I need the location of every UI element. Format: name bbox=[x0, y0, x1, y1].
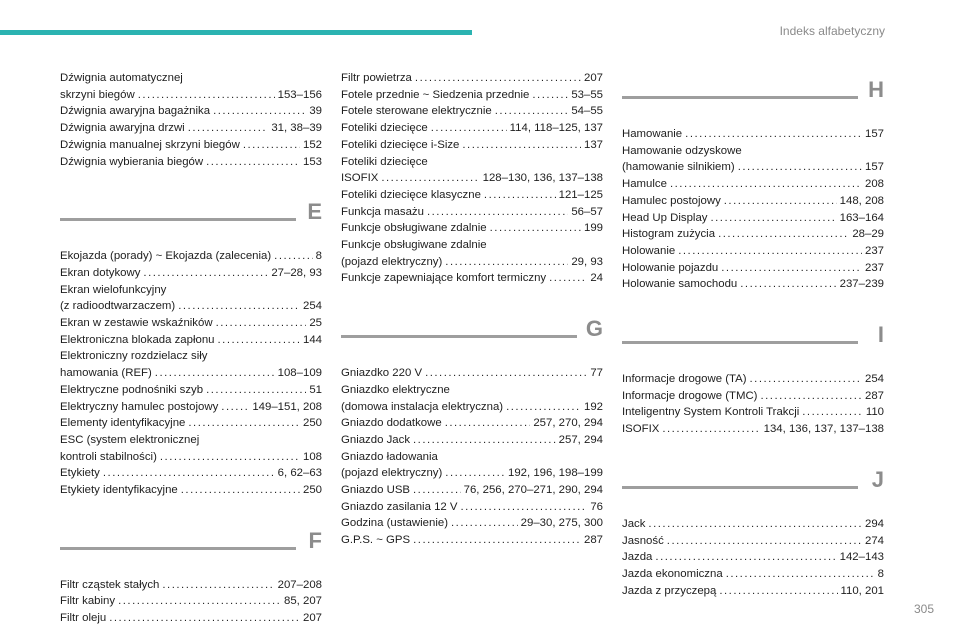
index-entry-term: (pojazd elektryczny) bbox=[341, 467, 443, 480]
index-entry-pages[interactable]: 110 bbox=[865, 406, 884, 419]
index-entry-pages[interactable]: 153 bbox=[302, 155, 322, 168]
index-entry-pages[interactable]: 199 bbox=[583, 222, 603, 235]
section-divider bbox=[622, 341, 858, 344]
index-entry-pages[interactable]: 207 bbox=[583, 72, 603, 84]
section-letter: F bbox=[308, 527, 322, 553]
index-entry-pages[interactable]: 274 bbox=[864, 534, 884, 547]
index-column-1 bbox=[60, 70, 322, 627]
index-entry bbox=[341, 382, 603, 415]
dot-leader bbox=[445, 254, 568, 271]
index-entry-term: Gniazdo zasilania 12 V bbox=[341, 500, 458, 513]
index-entry-pages[interactable]: 257, 294 bbox=[558, 433, 603, 446]
index-entry-term: Filtr powietrza bbox=[341, 72, 412, 84]
index-entry-term: Filtr cząstek stałych bbox=[60, 578, 160, 591]
index-entry-pages[interactable]: 29, 93 bbox=[571, 255, 603, 268]
index-entry-pages[interactable]: 157 bbox=[864, 128, 884, 140]
index-entry-term: Filtr oleju bbox=[60, 612, 107, 625]
section-letter: H bbox=[868, 77, 884, 102]
index-entry-pages[interactable]: 237 bbox=[864, 244, 884, 257]
dot-leader bbox=[427, 204, 568, 221]
dot-leader bbox=[431, 120, 507, 137]
dot-leader bbox=[451, 515, 518, 532]
index-entry bbox=[622, 243, 884, 260]
dot-leader bbox=[648, 516, 862, 533]
index-entry-pages[interactable]: 28–29 bbox=[852, 228, 884, 241]
index-column-3 bbox=[622, 70, 884, 599]
index-entry-term: Hamulce bbox=[622, 178, 667, 191]
dot-leader bbox=[655, 549, 836, 566]
index-column-2 bbox=[341, 70, 603, 549]
index-entry bbox=[341, 187, 603, 204]
dot-leader bbox=[109, 610, 300, 627]
dot-leader bbox=[413, 482, 461, 499]
index-entry-term: Jasność bbox=[622, 534, 664, 547]
header-accent-bar bbox=[0, 30, 472, 35]
index-entry bbox=[341, 237, 603, 270]
index-entry-pages[interactable]: 31, 38–39 bbox=[271, 122, 322, 135]
index-entry-text: Gniazdko elektryczne bbox=[341, 383, 450, 396]
index-entry-term: Gniazdo USB bbox=[341, 484, 411, 497]
index-entry-term: Holowanie bbox=[622, 244, 676, 257]
index-entry-pages[interactable]: 110, 201 bbox=[840, 584, 884, 597]
index-entry-pages[interactable]: 237–239 bbox=[839, 278, 884, 291]
index-entry-term: Foteliki dziecięce bbox=[341, 122, 428, 135]
dot-leader bbox=[216, 315, 307, 332]
index-entry-pages[interactable]: 254 bbox=[864, 373, 884, 386]
index-entry-pages[interactable]: 25 bbox=[309, 317, 322, 330]
index-entry-pages[interactable]: 39 bbox=[309, 105, 322, 118]
index-entry-term: Etykiety identyfikacyjne bbox=[60, 484, 178, 497]
dot-leader bbox=[678, 243, 862, 260]
index-entry-term: Inteligentny System Kontroli Trakcji bbox=[622, 406, 800, 419]
index-entry-text: Foteliki dziecięce bbox=[341, 155, 428, 168]
index-entry-pages[interactable]: 8 bbox=[315, 250, 322, 263]
index-entry-term: Ekran dotykowy bbox=[60, 266, 141, 279]
dot-leader bbox=[750, 371, 862, 388]
dot-leader bbox=[118, 593, 281, 610]
section-letter: I bbox=[877, 322, 884, 348]
index-entry-term: Filtr kabiny bbox=[60, 595, 116, 608]
index-entry bbox=[60, 577, 322, 594]
index-entry-pages[interactable]: 192, 196, 198–199 bbox=[507, 467, 603, 480]
index-entry-pages[interactable]: 54–55 bbox=[571, 105, 603, 118]
index-entry-term: Informacje drogowe (TMC) bbox=[622, 389, 758, 402]
index-entry-pages[interactable]: 51 bbox=[309, 383, 322, 396]
index-entry bbox=[341, 515, 603, 532]
dot-leader bbox=[484, 187, 556, 204]
dot-leader bbox=[719, 583, 837, 600]
index-entry bbox=[341, 270, 603, 287]
dot-leader bbox=[445, 465, 505, 482]
dot-leader bbox=[381, 170, 479, 187]
dot-leader bbox=[160, 449, 300, 466]
index-entry bbox=[60, 593, 322, 610]
index-entry-text: Gniazdo ładowania bbox=[341, 450, 438, 463]
index-entry-term: Funkcja masażu bbox=[341, 205, 424, 218]
index-entry-pages[interactable]: 207–208 bbox=[277, 578, 322, 591]
index-entry-pages[interactable]: 257, 270, 294 bbox=[533, 417, 603, 430]
dot-leader bbox=[103, 465, 275, 482]
index-entry-pages[interactable]: 237 bbox=[864, 261, 884, 274]
index-entry-term: Gniazdko 220 V bbox=[341, 367, 423, 380]
dot-leader bbox=[506, 399, 581, 416]
index-entry bbox=[341, 120, 603, 137]
index-entry-term: (pojazd elektryczny) bbox=[341, 255, 443, 268]
index-entry-pages[interactable]: 76 bbox=[590, 500, 603, 513]
index-entry bbox=[341, 204, 603, 221]
index-entry-pages[interactable]: 153–156 bbox=[277, 88, 322, 101]
dot-leader bbox=[155, 365, 275, 382]
index-entry-term: Informacje drogowe (TA) bbox=[622, 373, 747, 386]
index-entry bbox=[622, 516, 884, 533]
index-entry bbox=[622, 421, 884, 438]
index-entry bbox=[341, 154, 603, 187]
index-entry-term: Jazda bbox=[622, 551, 653, 564]
index-entry-pages[interactable]: 121–125 bbox=[558, 188, 603, 201]
index-entry-pages[interactable]: 6, 62–63 bbox=[277, 467, 322, 480]
index-entry-pages[interactable]: 108 bbox=[302, 450, 322, 463]
index-entry bbox=[341, 482, 603, 499]
index-entry bbox=[60, 348, 322, 381]
index-entry-pages[interactable]: 134, 136, 137, 137–138 bbox=[763, 423, 884, 436]
index-entry bbox=[341, 499, 603, 516]
index-entry-term: Jack bbox=[622, 517, 646, 530]
dot-leader bbox=[188, 120, 269, 137]
index-entry-pages[interactable]: 137 bbox=[583, 138, 603, 151]
index-entry bbox=[60, 415, 322, 432]
dot-leader bbox=[143, 265, 268, 282]
index-entry-term: hamowania (REF) bbox=[60, 367, 152, 380]
index-entry-term: Dźwignia wybierania biegów bbox=[60, 155, 204, 168]
index-entry-pages[interactable]: 287 bbox=[583, 534, 603, 547]
index-entry bbox=[60, 382, 322, 399]
index-entry-term: Etykiety bbox=[60, 467, 100, 480]
index-entry bbox=[60, 432, 322, 465]
index-entry bbox=[60, 610, 322, 627]
index-entry bbox=[60, 137, 322, 154]
index-entry-text: Hamowanie odzyskowe bbox=[622, 144, 742, 157]
dot-leader bbox=[445, 415, 531, 432]
section-letter: J bbox=[871, 466, 884, 492]
index-entry bbox=[622, 549, 884, 566]
index-entry-pages[interactable]: 157 bbox=[864, 161, 884, 174]
index-entry-pages[interactable]: 29–30, 275, 300 bbox=[520, 517, 603, 530]
index-entry bbox=[622, 583, 884, 600]
index-entry bbox=[622, 193, 884, 210]
dot-leader bbox=[710, 210, 836, 227]
dot-leader bbox=[178, 298, 300, 315]
index-entry bbox=[60, 120, 322, 137]
dot-leader bbox=[721, 260, 862, 277]
index-entry-term: Hamowanie bbox=[622, 128, 683, 140]
dot-leader bbox=[738, 159, 862, 176]
dot-leader bbox=[206, 382, 306, 399]
index-entry bbox=[622, 371, 884, 388]
index-entry-pages[interactable]: 24 bbox=[590, 272, 603, 285]
index-entry bbox=[60, 482, 322, 499]
index-entry-term: Funkcje zapewniające komfort termiczny bbox=[341, 272, 547, 285]
index-entry-term: Elektryczne podnośniki szyb bbox=[60, 383, 204, 396]
dot-leader bbox=[724, 193, 837, 210]
index-entry-term: Dźwignia awaryjna drzwi bbox=[60, 122, 185, 135]
index-entry bbox=[622, 404, 884, 421]
index-entry-pages[interactable]: 294 bbox=[864, 517, 884, 530]
section-divider bbox=[622, 96, 858, 99]
index-entry-pages[interactable]: 192 bbox=[583, 400, 603, 413]
index-entry bbox=[622, 176, 884, 193]
dot-leader bbox=[726, 566, 875, 583]
index-entry bbox=[622, 143, 884, 176]
dot-leader bbox=[549, 270, 587, 287]
index-entry bbox=[60, 465, 322, 482]
index-entry-pages[interactable]: 250 bbox=[302, 417, 322, 430]
index-entry-term: Holowanie pojazdu bbox=[622, 261, 719, 274]
dot-leader bbox=[162, 577, 274, 594]
index-entry-pages[interactable]: 207 bbox=[302, 612, 322, 625]
index-entry-pages[interactable]: 77 bbox=[590, 367, 603, 380]
index-entry bbox=[341, 415, 603, 432]
index-entry bbox=[622, 566, 884, 583]
dot-leader bbox=[243, 137, 300, 154]
dot-leader bbox=[760, 388, 862, 405]
index-entry-pages[interactable]: 208 bbox=[864, 178, 884, 191]
index-entry-text: Dźwignia automatycznej bbox=[60, 72, 183, 84]
index-entry-pages[interactable]: 27–28, 93 bbox=[271, 266, 322, 279]
index-entry bbox=[622, 226, 884, 243]
index-entry-term: Dźwignia awaryjna bagażnika bbox=[60, 105, 211, 118]
index-entry bbox=[341, 137, 603, 154]
index-entry-term: Elektryczny hamulec postojowy bbox=[60, 400, 219, 413]
index-entry-pages[interactable]: 85, 207 bbox=[283, 595, 322, 608]
index-entry-term: Histogram zużycia bbox=[622, 228, 716, 241]
dot-leader bbox=[495, 103, 569, 120]
index-entry-text: Elektroniczny rozdzielacz siły bbox=[60, 350, 208, 363]
index-entry-pages[interactable]: 152 bbox=[302, 138, 322, 151]
section-divider bbox=[60, 218, 296, 221]
index-entry bbox=[60, 154, 322, 171]
index-entry-term: ISOFIX bbox=[622, 423, 660, 436]
page-number: 305 bbox=[913, 602, 934, 616]
index-entry bbox=[60, 315, 322, 332]
index-entry bbox=[341, 220, 603, 237]
index-entry-term: Foteliki dziecięce i-Size bbox=[341, 138, 460, 151]
index-entry-term: Godzina (ustawienie) bbox=[341, 517, 448, 530]
index-entry bbox=[341, 449, 603, 482]
index-entry bbox=[622, 260, 884, 277]
index-entry-term: (hamowanie silnikiem) bbox=[622, 161, 735, 174]
index-entry-term: (domowa instalacja elektryczna) bbox=[341, 400, 504, 413]
dot-leader bbox=[413, 432, 556, 449]
index-entry bbox=[341, 87, 603, 104]
index-entry-term: Fotele sterowane elektrycznie bbox=[341, 105, 492, 118]
index-entry-term: Elektroniczna blokada zapłonu bbox=[60, 333, 215, 346]
dot-leader bbox=[425, 365, 587, 382]
index-entry-term: Ekojazda (porady) ~ Ekojazda (zalecenia) bbox=[60, 250, 272, 263]
index-entry-term: Ekran w zestawie wskaźników bbox=[60, 317, 213, 330]
dot-leader bbox=[490, 220, 581, 237]
section-divider bbox=[622, 486, 858, 489]
index-entry bbox=[60, 248, 322, 265]
section-header bbox=[60, 192, 322, 244]
index-entry-term: Jazda ekonomiczna bbox=[622, 567, 723, 580]
index-entry-pages[interactable]: 56–57 bbox=[571, 205, 603, 218]
index-entry-pages[interactable]: 250 bbox=[302, 484, 322, 497]
index-entry bbox=[341, 70, 603, 87]
index-entry-pages[interactable]: 144 bbox=[302, 333, 322, 346]
index-entry bbox=[60, 332, 322, 349]
index-entry-term: Head Up Display bbox=[622, 211, 708, 224]
section-divider bbox=[60, 547, 296, 550]
section-letter: G bbox=[585, 316, 603, 342]
section-header bbox=[341, 309, 603, 361]
index-entry bbox=[622, 126, 884, 143]
index-entry-term: Jazda z przyczepą bbox=[622, 584, 717, 597]
dot-leader bbox=[662, 421, 760, 438]
section-header bbox=[622, 315, 884, 367]
index-entry bbox=[60, 265, 322, 282]
index-entry bbox=[622, 276, 884, 293]
dot-leader bbox=[188, 415, 300, 432]
dot-leader bbox=[462, 137, 581, 154]
dot-leader bbox=[740, 276, 836, 293]
index-entry-term: Elementy identyfikacyjne bbox=[60, 417, 186, 430]
index-entry-term: Gniazdo Jack bbox=[341, 433, 411, 446]
index-entry bbox=[341, 103, 603, 120]
index-entry-pages[interactable]: 287 bbox=[864, 389, 884, 402]
index-entry-pages[interactable]: 53–55 bbox=[571, 88, 603, 101]
dot-leader bbox=[181, 482, 300, 499]
index-entry-term: Funkcje obsługiwane zdalnie bbox=[341, 222, 487, 235]
index-entry-pages[interactable]: 128–130, 136, 137–138 bbox=[482, 172, 603, 185]
index-entry-term: ISOFIX bbox=[341, 172, 379, 185]
index-entry-pages[interactable]: 149–151, 208 bbox=[252, 400, 322, 413]
index-entry bbox=[60, 399, 322, 416]
index-entry bbox=[622, 210, 884, 227]
index-entry-term: Holowanie samochodu bbox=[622, 278, 738, 291]
index-entry-pages[interactable]: 8 bbox=[877, 567, 884, 580]
index-entry-pages[interactable]: 142–143 bbox=[839, 551, 884, 564]
index-entry bbox=[60, 282, 322, 315]
dot-leader bbox=[218, 332, 300, 349]
section-header bbox=[622, 70, 884, 122]
index-entry-pages[interactable]: 108–109 bbox=[277, 367, 322, 380]
index-entry-term: Gniazdo dodatkowe bbox=[341, 417, 442, 430]
section-header bbox=[622, 460, 884, 512]
dot-leader bbox=[802, 404, 863, 421]
dot-leader bbox=[274, 248, 313, 265]
dot-leader bbox=[461, 499, 588, 516]
dot-leader bbox=[413, 532, 581, 549]
section-divider bbox=[341, 335, 577, 338]
dot-leader bbox=[685, 126, 862, 143]
index-entry bbox=[622, 533, 884, 550]
dot-leader bbox=[667, 533, 862, 550]
index-entry-term: Foteliki dziecięce klasyczne bbox=[341, 188, 481, 201]
dot-leader bbox=[206, 154, 300, 171]
dot-leader bbox=[532, 87, 568, 104]
dot-leader bbox=[415, 70, 581, 87]
dot-leader bbox=[718, 226, 849, 243]
index-entry-term: (z radioodtwarzaczem) bbox=[60, 300, 176, 313]
index-entry-text: Funkcje obsługiwane zdalnie bbox=[341, 239, 487, 252]
index-entry-pages[interactable]: 163–164 bbox=[839, 211, 884, 224]
page-header-title: Indeks alfabetyczny bbox=[779, 24, 885, 38]
index-entry-pages[interactable]: 114, 118–125, 137 bbox=[509, 122, 603, 135]
index-entry-term: skrzyni biegów bbox=[60, 88, 135, 101]
index-entry bbox=[341, 365, 603, 382]
index-entry-term: Fotele przednie ~ Siedzenia przednie bbox=[341, 88, 530, 101]
index-entry bbox=[341, 532, 603, 549]
index-entry-text: Ekran wielofunkcyjny bbox=[60, 283, 167, 296]
index-entry-term: G.P.S. ~ GPS bbox=[341, 534, 411, 547]
section-letter: E bbox=[307, 199, 322, 225]
index-entry-term: Hamulec postojowy bbox=[622, 194, 721, 207]
index-entry-text: ESC (system elektronicznej bbox=[60, 433, 200, 446]
index-entry bbox=[622, 388, 884, 405]
dot-leader bbox=[670, 176, 862, 193]
dot-leader bbox=[221, 399, 249, 416]
index-entry-term: kontroli stabilności) bbox=[60, 450, 157, 463]
section-header bbox=[60, 521, 322, 573]
index-entry-pages[interactable]: 254 bbox=[302, 300, 322, 313]
index-entry bbox=[341, 432, 603, 449]
dot-leader bbox=[213, 103, 306, 120]
index-entry bbox=[60, 70, 322, 103]
index-entry-pages[interactable]: 148, 208 bbox=[839, 194, 884, 207]
index-entry bbox=[60, 103, 322, 120]
dot-leader bbox=[138, 87, 275, 104]
index-entry-term: Dźwignia manualnej skrzyni biegów bbox=[60, 138, 240, 151]
index-entry-pages[interactable]: 76, 256, 270–271, 290, 294 bbox=[463, 484, 603, 497]
